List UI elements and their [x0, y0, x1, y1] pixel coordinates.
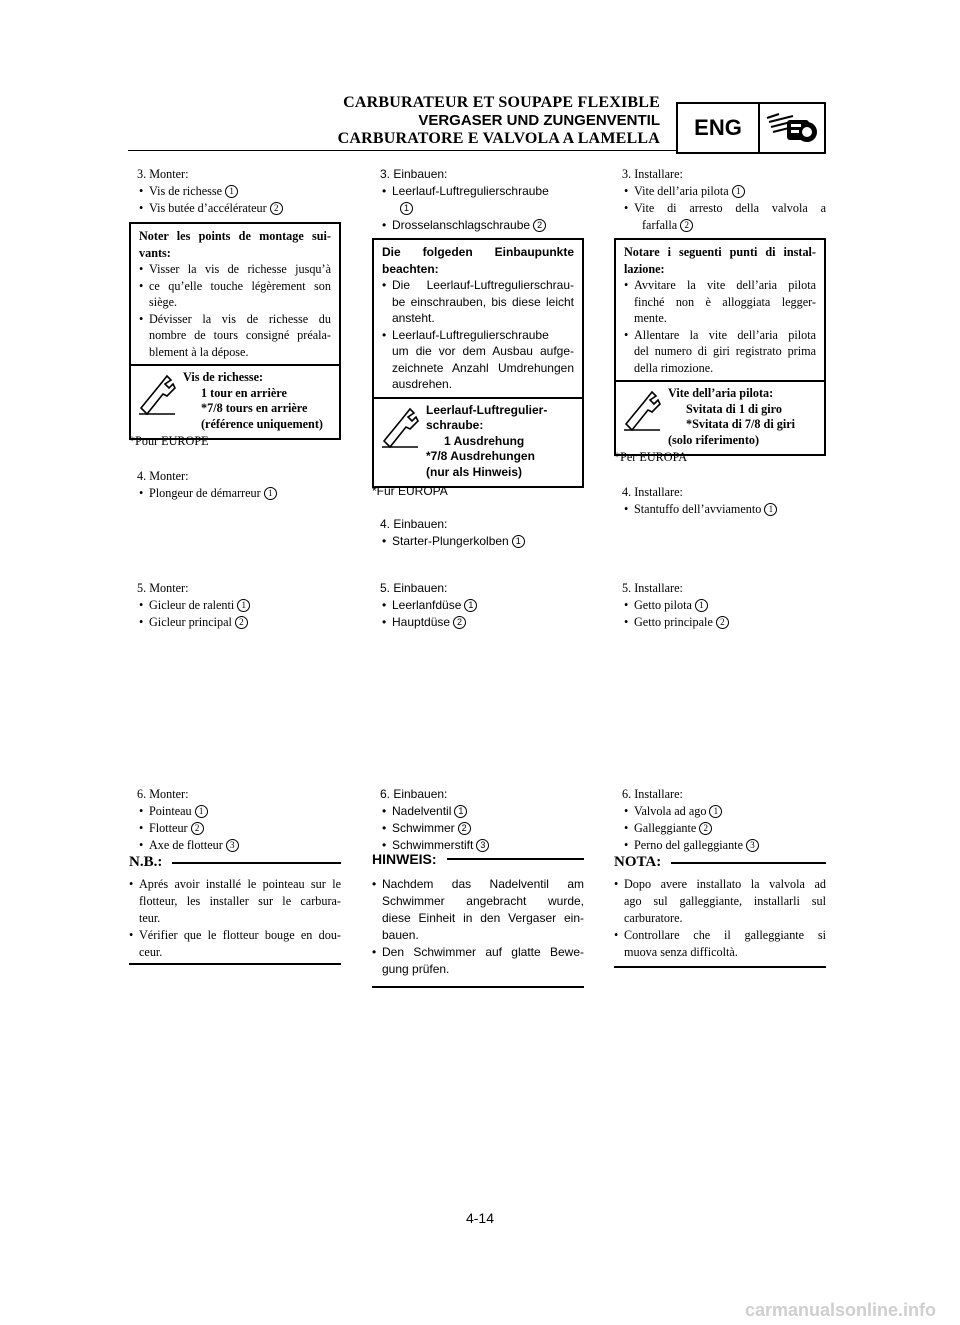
fr-step-5 — [129, 580, 341, 631]
fr-step-6-title: 6. Monter: — [137, 787, 189, 801]
de-s3-b2: Drosselanschlagschraube — [392, 218, 531, 232]
de-box-i1: • Die Leerlauf-Luftregulierschrau- — [382, 277, 574, 294]
fr-s5-b2: Gicleur principal — [149, 615, 232, 629]
fr-spec-value-eu: *7/8 tours en arrière — [201, 401, 308, 415]
callout-3: 3 — [226, 839, 239, 852]
fr-nb-i1-2: flotteur, les installer sur le carbura- — [139, 894, 341, 908]
it-nb-i1-2: ago sul galleggiante, installarli sul — [624, 894, 826, 908]
callout-1: 1 — [264, 487, 277, 500]
fr-s5-b1: Gicleur de ralenti — [149, 598, 235, 612]
fr-spec — [131, 364, 339, 438]
it-box-i2-3: della rimozione. — [634, 360, 714, 375]
de-footnote: *Für EUROPA — [372, 484, 448, 498]
callout-2: 2 — [458, 822, 471, 835]
callout-1: 1 — [195, 805, 208, 818]
callout-1: 1 — [225, 185, 238, 198]
de-box-title-2: beachten: — [382, 261, 439, 276]
de-s3-b1: Leerlauf-Luftregulierschraube — [392, 184, 549, 198]
list-item — [372, 533, 584, 550]
header-rule — [128, 150, 676, 151]
it-spec-ref: (solo riferimento) — [668, 432, 760, 447]
it-s6-b1: Valvola ad ago — [634, 804, 707, 818]
list-item — [139, 261, 331, 278]
de-note-rule — [372, 986, 584, 988]
callout-1: 1 — [400, 202, 413, 215]
fr-note-box — [129, 222, 341, 440]
de-nb-i2-2: gung prüfen. — [382, 962, 450, 976]
callout-1: 1 — [464, 599, 477, 612]
de-spec-title: Leerlauf-Luftregulier- — [426, 402, 548, 417]
fr-note-rule — [129, 963, 341, 965]
it-step-6-title: 6. Installare: — [622, 787, 683, 801]
callout-2: 2 — [191, 822, 204, 835]
callout-2: 2 — [716, 616, 729, 629]
fr-s6-b2: Flotteur — [149, 821, 188, 835]
de-step-4 — [372, 516, 584, 550]
fr-box-i2-3: blement à la dépose. — [149, 344, 249, 359]
de-note-box — [372, 238, 584, 488]
list-item — [129, 485, 341, 502]
list-item — [129, 803, 341, 820]
callout-2: 2 — [235, 616, 248, 629]
fr-box-i1-2: ce qu’elle touche légèrement son — [149, 278, 331, 293]
list-item — [614, 614, 826, 631]
fr-footnote: *Pour EUROPE — [129, 434, 209, 448]
it-spec-value: Svitata di 1 di giro — [686, 401, 782, 416]
fr-box-i1: Visser la vis de richesse jusqu’à — [149, 262, 331, 276]
section-label: ENG — [678, 104, 760, 152]
de-s4-b1: Starter-Plungerkolben — [392, 534, 509, 548]
it-s3-b1: Vite dell’aria pilota — [634, 184, 729, 198]
fr-note-heading — [129, 854, 341, 871]
de-nb-i1-3: diese Einheit in den Vergaser ein- — [382, 911, 584, 925]
de-step-6 — [372, 786, 584, 854]
header-titles — [338, 94, 660, 148]
de-note-text — [372, 876, 584, 978]
fr-box-i2: Dévisser la vis de richesse du — [149, 311, 331, 326]
it-s3-b2: • Vite di arresto della valvola a — [614, 200, 826, 217]
it-step-5-title: 5. Installare: — [622, 581, 683, 595]
list-item — [372, 217, 584, 234]
de-spec-value: 1 Ausdrehung — [444, 433, 525, 448]
it-box-i2: • Allentare la vite dell’aria pilota — [624, 327, 816, 344]
callout-1: 1 — [764, 503, 777, 516]
de-step-5 — [372, 580, 584, 631]
it-note-title: NOTA: — [614, 854, 662, 870]
de-s6-b3: Schwimmerstift — [392, 838, 474, 852]
fr-nb-i2-2: ceur. — [139, 945, 163, 959]
it-box-i2-2: del numero di giri registrato prima — [634, 344, 816, 358]
it-s5-b1: Getto pilota — [634, 598, 692, 612]
list-item — [614, 501, 826, 518]
it-box-i1-3: mente. — [634, 311, 667, 325]
list-item — [614, 820, 826, 837]
fr-spec-value: 1 tour en arrière — [201, 385, 287, 400]
list-item — [372, 597, 584, 614]
de-s6-b1: Nadelventil — [392, 804, 452, 818]
fr-s6-b3: Axe de flotteur — [149, 838, 223, 852]
wrench-icon — [622, 388, 662, 438]
de-box-i2-4: ausdrehen. — [392, 377, 453, 391]
fr-box-i2-2: nombre de tours consigné préala- — [149, 328, 331, 342]
list-item — [614, 837, 826, 854]
fr-s4-b1: Plongeur de démarreur — [149, 486, 261, 500]
fr-nb-i2: • Vérifier que le flotteur bouge en dou- — [129, 927, 341, 944]
callout-1: 1 — [454, 805, 467, 818]
fr-step-6 — [129, 786, 341, 854]
title-french: CARBURATEUR ET SOUPAPE FLEXIBLE — [343, 94, 660, 111]
de-nb-i1: • Nachdem das Nadelventil am — [372, 876, 584, 893]
fr-spec-title: Vis de richesse: — [183, 370, 264, 384]
wrench-icon — [380, 405, 420, 455]
de-s5-b1: Leerlanfdüse — [392, 598, 462, 612]
fr-box-i1-3: siège. — [149, 295, 178, 309]
callout-3: 3 — [746, 839, 759, 852]
fr-step-3 — [129, 166, 341, 217]
de-box-i1-3: ansteht. — [392, 311, 435, 325]
de-spec-value-eu: *7/8 Ausdrehungen — [426, 449, 535, 463]
it-note-text — [614, 876, 826, 961]
fr-box-title-2: vants: — [139, 245, 171, 260]
de-box-i2: • Leerlauf-Luftregulierschraube — [382, 327, 574, 344]
it-s6-b3: Perno del galleggiante — [634, 838, 743, 852]
it-note-box — [614, 238, 826, 456]
de-box-i1-2: be einschrauben, bis diese leicht — [392, 294, 574, 309]
it-step-6 — [614, 786, 826, 854]
fr-step-3-title: 3. Monter: — [137, 167, 189, 181]
it-footnote: *Per EUROPA — [614, 450, 688, 464]
watermark: carmanualsonline.info — [744, 1300, 936, 1320]
callout-1: 1 — [732, 185, 745, 198]
fr-box-title: Noter les points de montage sui- — [139, 229, 331, 243]
list-item-cont — [139, 278, 331, 295]
list-item — [129, 614, 341, 631]
list-item — [139, 311, 331, 328]
engine-piston-icon — [760, 104, 824, 152]
fr-nb-i1-3: teur. — [139, 911, 161, 925]
it-spec-title: Vite dell’aria pilota: — [668, 386, 774, 400]
list-item — [372, 820, 584, 837]
de-nb-i2: • Den Schwimmer auf glatte Bewe- — [372, 944, 584, 961]
it-s3-b2-2: farfalla — [642, 218, 678, 232]
list-item — [614, 803, 826, 820]
list-item — [129, 183, 341, 200]
list-item — [129, 200, 341, 217]
it-s4-b1: Stantuffo dell’avviamento — [634, 502, 762, 516]
de-step-6-title: 6. Einbauen: — [380, 787, 448, 801]
callout-3: 3 — [476, 839, 489, 852]
fr-s3-b1: Vis de richesse — [149, 184, 223, 198]
callout-1: 1 — [237, 599, 250, 612]
it-step-4-title: 4. Installare: — [622, 485, 683, 499]
list-item-cont — [614, 217, 826, 234]
list-item — [372, 183, 584, 200]
list-item — [129, 837, 341, 854]
fr-step-4-title: 4. Monter: — [137, 469, 189, 483]
fr-spec-ref: (référence uniquement) — [201, 416, 323, 431]
it-nb-i2-2: muova senza difficoltà. — [624, 945, 738, 959]
list-item — [129, 820, 341, 837]
wrench-icon — [137, 372, 177, 422]
list-item-cont — [372, 200, 584, 217]
list-item — [372, 614, 584, 631]
list-item — [372, 803, 584, 820]
page-number: 4-14 — [465, 1210, 495, 1226]
de-step-3 — [372, 166, 584, 234]
de-spec — [374, 397, 582, 487]
it-step-3-title: 3. Installare: — [622, 167, 683, 181]
it-step-3 — [614, 166, 826, 234]
it-nb-i1-3: carburatore. — [624, 911, 683, 925]
de-spec-title-2: schraube: — [426, 418, 484, 432]
fr-note-title: N.B.: — [129, 854, 163, 870]
de-step-5-title: 5. Einbauen: — [380, 581, 448, 595]
de-box-i2-2: um die vor dem Ausbau aufge- — [392, 344, 574, 358]
de-note-title: HINWEIS: — [372, 851, 437, 867]
fr-s6-b1: Pointeau — [149, 804, 192, 818]
it-step-4 — [614, 484, 826, 518]
callout-2: 2 — [699, 822, 712, 835]
de-box-title: Die folgeden Einbaupunkte — [382, 245, 574, 259]
de-note-heading — [372, 851, 584, 867]
callout-1: 1 — [695, 599, 708, 612]
callout-2: 2 — [453, 616, 466, 629]
callout-2: 2 — [680, 219, 693, 232]
de-spec-ref: (nur als Hinweis) — [426, 464, 523, 479]
it-spec-value-eu: *Svitata di 7/8 di giri — [686, 417, 796, 431]
fr-s3-b2: Vis butée d’accélérateur — [149, 201, 267, 215]
it-s5-b2: Getto principale — [634, 615, 713, 629]
it-nb-i1: • Dopo avere installato la valvola ad — [614, 876, 826, 893]
fr-nb-i1: • Aprés avoir installé le pointeau sur le — [129, 876, 341, 893]
it-spec — [616, 380, 824, 454]
list-item — [614, 597, 826, 614]
it-note-rule — [614, 966, 826, 968]
callout-2: 2 — [533, 219, 546, 232]
it-note-heading — [614, 854, 826, 871]
fr-step-4 — [129, 468, 341, 502]
de-nb-i1-2: Schwimmer angebracht wurde, — [382, 894, 584, 908]
it-box-title-2: lazione: — [624, 261, 665, 276]
fr-note-text — [129, 876, 341, 961]
de-step-4-title: 4. Einbauen: — [380, 517, 448, 531]
callout-2: 2 — [270, 202, 283, 215]
callout-1: 1 — [709, 805, 722, 818]
it-box-i1-2: finché non è alloggiata legger- — [634, 294, 816, 309]
it-box-i1: • Avvitare la vite dell’aria pilota — [624, 277, 816, 294]
title-german: VERGASER UND ZUNGENVENTIL — [418, 112, 660, 129]
it-nb-i2: • Controllare che il galleggiante si — [614, 927, 826, 944]
it-box-title: Notare i seguenti punti di instal- — [624, 245, 816, 259]
de-step-3-title: 3. Einbauen: — [380, 167, 448, 181]
section-tab — [676, 102, 826, 154]
de-nb-i1-4: bauen. — [382, 928, 419, 942]
fr-step-5-title: 5. Monter: — [137, 581, 189, 595]
de-s6-b2: Schwimmer — [392, 821, 455, 835]
list-item — [129, 597, 341, 614]
title-italian: CARBURATORE E VALVOLA A LAMELLA — [337, 130, 660, 147]
de-box-i2-3: zeichnete Anzahl Umdrehungen — [392, 360, 574, 375]
list-item — [614, 183, 826, 200]
it-step-5 — [614, 580, 826, 631]
de-s5-b2: Hauptdüse — [392, 615, 451, 629]
it-s6-b2: Galleggiante — [634, 821, 697, 835]
callout-1: 1 — [512, 535, 525, 548]
